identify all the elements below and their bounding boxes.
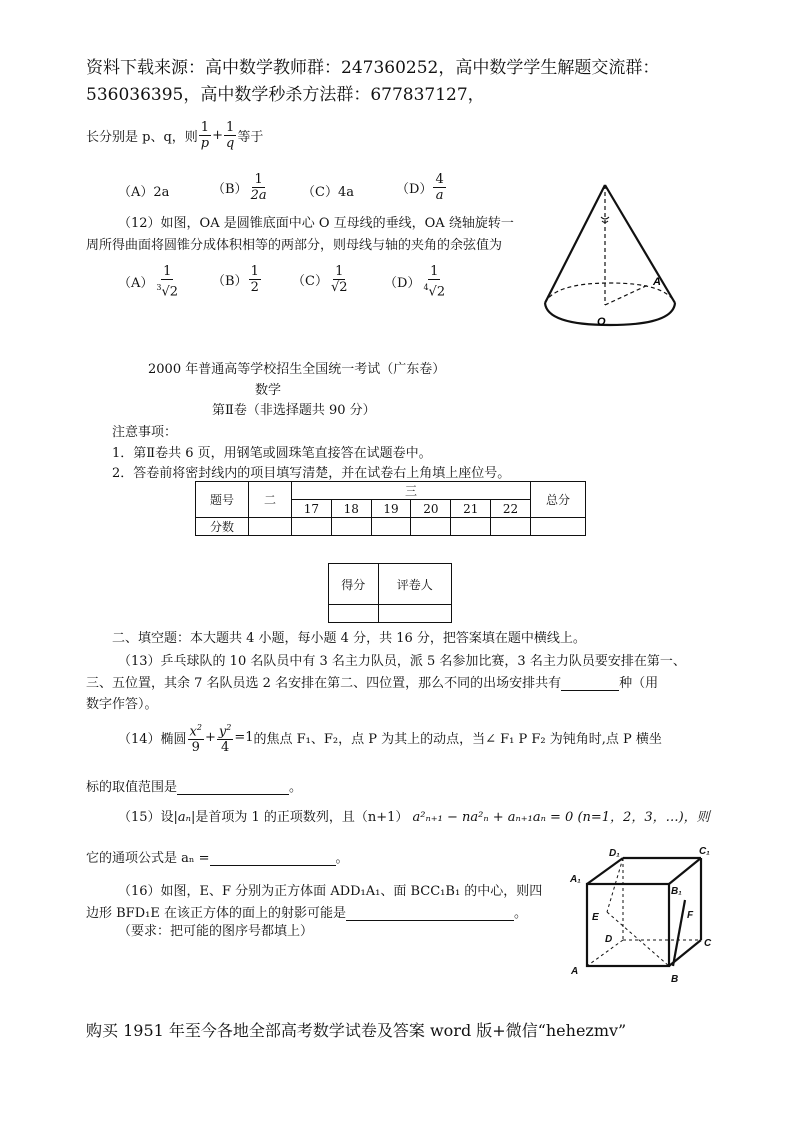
label-a1: A₁ — [570, 874, 581, 885]
q16-line-2: 边形 BFD₁E 在该正方体的面上的射影可能是 。 — [86, 906, 527, 921]
fill-intro: 二、填空题：本大题共 4 小题，每小题 4 分，共 16 分，把答案填在题中横线上。 — [112, 631, 586, 646]
cone-base-front — [545, 303, 675, 325]
score-cell[interactable] — [531, 518, 586, 536]
label-c1: C₁ — [699, 846, 710, 857]
label-a: A — [653, 276, 661, 288]
q11-option-a: （A）2a — [118, 185, 170, 200]
grader-score-header: 得分 — [329, 564, 379, 605]
score-cell[interactable] — [249, 518, 292, 536]
label-b1: B₁ — [671, 886, 682, 897]
score-cell[interactable] — [411, 518, 451, 536]
cone-figure — [535, 175, 685, 335]
score-sub-19: 19 — [371, 500, 411, 518]
label-b: B — [671, 974, 679, 985]
label-d: D — [605, 934, 613, 945]
segment-oa — [605, 285, 648, 305]
q14-line-2: 标的取值范围是 。 — [86, 780, 303, 795]
score-sub-20: 20 — [411, 500, 451, 518]
q13-line-2: 三、五位置，其余 7 名队员选 2 名安排在第二、四位置，那么不同的出场安排共有 种（用 — [86, 676, 659, 691]
notice-title: 注意事项： — [112, 425, 178, 440]
q11-prefix: 长分别是 p、q，则 — [86, 130, 198, 145]
cube-front-face — [587, 884, 669, 966]
q15-line-2: 它的通项公式是 aₙ = 。 — [86, 851, 349, 866]
q13-line-1: （13）乒乓球队的 10 名队员中有 3 名主力队员，派 5 名参加比赛，3 名主力队员要安排在第一、 — [118, 654, 686, 669]
cube-figure — [565, 842, 715, 992]
fraction-1-over-p: $\frac{1}{p}$ — [200, 120, 210, 151]
footer-ad: 购买 1951 年至今各地全部高考数学试卷及答案 word 版+微信“hehezmv” — [86, 1021, 627, 1040]
grader-table — [328, 563, 452, 623]
score-table — [195, 481, 586, 536]
q16-answer-blank[interactable] — [346, 908, 514, 921]
q11-stem: 长分别是 p、q，则 $\frac{1}{p}$ + $\frac{1}{q}$ 等于 — [86, 120, 264, 151]
score-header-tihao: 题号 — [196, 482, 249, 518]
q11-option-b: （B） $\frac{1}{2a}$ — [212, 172, 267, 203]
label-f: F — [687, 910, 694, 921]
score-cell[interactable] — [292, 518, 332, 536]
q12-option-a: （A） $\frac{1}{^3√2}$ — [118, 264, 179, 300]
grader-score-cell[interactable] — [329, 605, 379, 623]
score-sub-17: 17 — [292, 500, 332, 518]
score-header-er: 二 — [249, 482, 292, 518]
label-c: C — [704, 938, 712, 949]
q11-option-d: （D） $\frac{4}{a}$ — [396, 172, 444, 203]
exam-title: 2000 年普通高等学校招生全国统一考试（广东卷） — [148, 362, 446, 377]
label-o: O — [597, 316, 606, 328]
score-sub-22: 22 — [491, 500, 531, 518]
q15-line-1: （15）设|aₙ|是首项为 1 的正项数列，且（n+1） a²ₙ₊₁ − na²ₙ + aₙ₊₁aₙ = 0 (n=1，2，3，…)，则 — [118, 810, 710, 825]
q12-option-c: （C） $\frac{1}{√2}$ — [292, 264, 348, 295]
score-cell[interactable] — [331, 518, 371, 536]
exam-subject: 数学 — [255, 383, 282, 398]
q12-option-d: （D） $\frac{1}{^4√2}$ — [384, 264, 446, 300]
exam-part: 第Ⅱ卷（非选择题共 90 分） — [212, 403, 376, 418]
label-e: E — [592, 912, 599, 923]
score-header-san: 三 — [292, 482, 531, 500]
score-header-total: 总分 — [531, 482, 586, 518]
label-d1: D₁ — [609, 848, 620, 859]
notice-2: 2．答卷前将密封线内的项目填写清楚，并在试卷右上角填上座位号。 — [112, 466, 511, 481]
source-line-2: 536036395，高中数学秒杀方法群：677837127， — [86, 85, 485, 105]
q16-line-1: （16）如图，E、F 分别为正方体面 ADD₁A₁、面 BCC₁B₁ 的中心，则四 — [118, 884, 543, 899]
notice-1: 1．第Ⅱ卷共 6 页，用钢笔或圆珠笔直接答在试题卷中。 — [112, 446, 432, 461]
q12-line-2: 周所得曲面将圆锥分成体积相等的两部分，则母线与轴的夹角的余弦值为 — [86, 238, 503, 253]
label-a: A — [571, 966, 579, 977]
score-cell[interactable] — [451, 518, 491, 536]
q15-answer-blank[interactable] — [210, 853, 336, 866]
q16-line-3: （要求：把可能的图序号都填上） — [118, 924, 314, 939]
q11-suffix: 等于 — [237, 130, 264, 145]
score-sub-21: 21 — [451, 500, 491, 518]
q12-line-1: （12）如图，OA 是圆锥底面中心 O 互母线的垂线，OA 绕轴旋转一 — [118, 216, 514, 231]
q13-line-3: 数字作答）。 — [86, 697, 158, 712]
grader-name-header: 评卷人 — [378, 564, 451, 605]
q12-option-b: （B） $\frac{1}{2}$ — [212, 264, 259, 295]
source-line-1: 资料下载来源：高中数学教师群：247360252，高中数学学生解题交流群： — [86, 58, 660, 78]
q14-line-1: （14）椭圆 $\frac{x^2}{9}$ + $\frac{y^2}{4}$ =1 的焦点 F₁、F₂，点 P 为其上的动点，当∠ F₁ P F₂ 为钝角时,点 P 横坐 — [118, 720, 662, 755]
q14-answer-blank[interactable] — [177, 782, 289, 795]
q11-option-c: （C）4a — [302, 185, 354, 200]
grader-name-cell[interactable] — [378, 605, 451, 623]
q13-answer-blank[interactable] — [561, 678, 619, 691]
score-cell[interactable] — [491, 518, 531, 536]
score-row-label: 分数 — [196, 518, 249, 536]
score-cell[interactable] — [371, 518, 411, 536]
score-sub-18: 18 — [331, 500, 371, 518]
fraction-1-over-q: $\frac{1}{q}$ — [226, 120, 235, 151]
